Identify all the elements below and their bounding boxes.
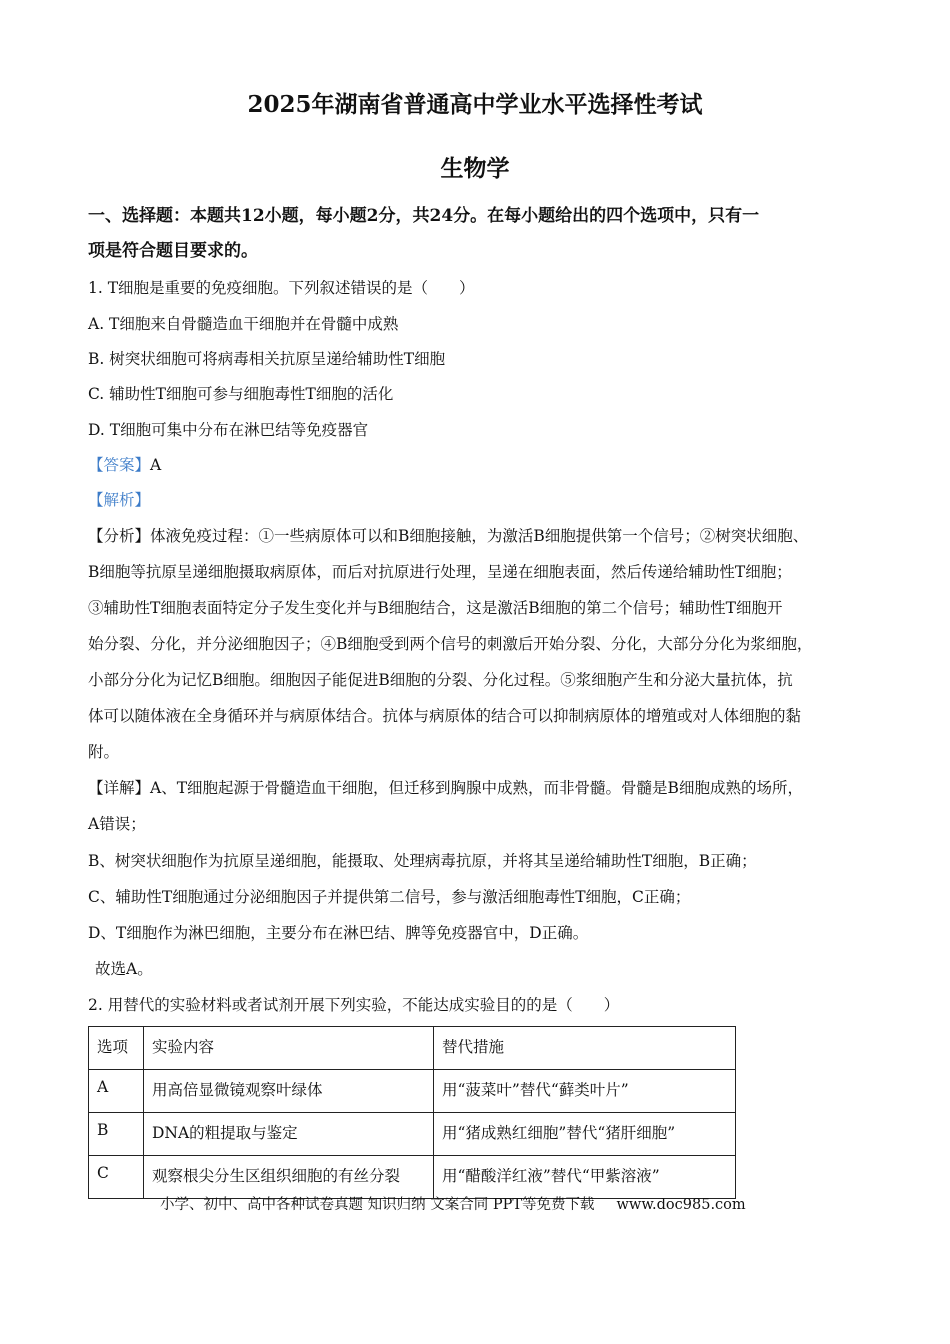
table-cell: 观察根尖分生区组织细胞的有丝分裂 <box>144 1156 434 1199</box>
xiangjie-label: 【详解】 <box>88 779 151 797</box>
header-cell: 选项 <box>89 1027 144 1070</box>
q1-stem: 1. T细胞是重要的免疫细胞。下列叙述错误的是（ ） <box>88 279 475 297</box>
analysis-label: 【解析】 <box>88 491 151 509</box>
table-row <box>89 1113 736 1156</box>
fenxi-text: 体液免疫过程：①一些病原体可以和B细胞接触，为激活B细胞提供第一个信号；②树突状细胞、 <box>150 527 809 545</box>
fenxi-line: 附。 <box>88 743 120 761</box>
q1-option-d: D. T细胞可集中分布在淋巴结等免疫器官 <box>88 421 369 439</box>
header-cell: 实验内容 <box>144 1027 434 1070</box>
table-cell: B <box>89 1113 144 1156</box>
subject-title: 生物学 <box>440 155 510 182</box>
xiangjie-line: D、T细胞作为淋巴细胞，主要分布在淋巴结、脾等免疫器官中，D正确。 <box>88 924 589 942</box>
table-cell: 用高倍显微镜观察叶绿体 <box>144 1070 434 1113</box>
q2-options-table <box>88 1026 736 1199</box>
answer-value: A <box>150 456 162 474</box>
xiangjie-conclusion: 故选A。 <box>95 960 153 978</box>
fenxi-line: 小部分分化为记忆B细胞。细胞因子能促进B细胞的分裂、分化过程。⑤浆细胞产生和分泌大量抗体，抗 <box>88 671 793 689</box>
table-cell: 用“醋酸洋红液”替代“甲紫溶液” <box>434 1156 736 1199</box>
footer-text: 小学、初中、高中各种试卷真题 知识归纳 文案合同 PPT等免费下载 <box>160 1197 595 1213</box>
q2-stem: 2. 用替代的实验材料或者试剂开展下列实验，不能达成实验目的的是（ ） <box>88 996 620 1014</box>
xiangjie-text: A、T细胞起源于骨髓造血干细胞，但迁移到胸腺中成熟，而非骨髓。骨髓是B细胞成熟的场所， <box>150 779 803 797</box>
header-cell: 替代措施 <box>434 1027 736 1070</box>
table-cell: DNA的粗提取与鉴定 <box>144 1113 434 1156</box>
fenxi-line: 体可以随体液在全身循环并与病原体结合。抗体与病原体的结合可以抑制病原体的增殖或对人体细胞的黏 <box>88 707 802 725</box>
xiangjie-line <box>88 777 803 799</box>
exam-title: 2025年湖南省普通高中学业水平选择性考试 <box>247 91 703 118</box>
section-heading-line2: 项是符合题目要求的。 <box>88 241 258 261</box>
section-heading-line1: 一、选择题：本题共12小题，每小题2分，共24分。在每小题给出的四个选项中，只有一 <box>88 206 760 226</box>
table-cell: 用“菠菜叶”替代“藓类叶片” <box>434 1070 736 1113</box>
answer-label: 【答案】 <box>88 456 151 474</box>
fenxi-line: B细胞等抗原呈递细胞摄取病原体，而后对抗原进行处理，呈递在细胞表面，然后传递给辅助性T细胞； <box>88 563 792 581</box>
footer <box>160 1193 746 1214</box>
q1-option-b: B. 树突状细胞可将病毒相关抗原呈递给辅助性T细胞 <box>88 350 446 368</box>
fenxi-label: 【分析】 <box>88 527 151 545</box>
q1-option-a: A. T细胞来自骨髓造血干细胞并在骨髓中成熟 <box>88 315 399 333</box>
q1-option-c: C. 辅助性T细胞可参与细胞毒性T细胞的活化 <box>88 385 394 403</box>
xiangjie-line: B、树突状细胞作为抗原呈递细胞，能摄取、处理病毒抗原，并将其呈递给辅助性T细胞，B正确； <box>88 852 757 870</box>
table-header-row <box>89 1027 736 1070</box>
fenxi-line: 始分裂、分化，并分泌细胞因子；④B细胞受到两个信号的刺激后开始分裂、分化，大部分分化为浆细胞， <box>88 635 813 653</box>
table-cell: C <box>89 1156 144 1199</box>
footer-url[interactable]: www.doc985.com <box>616 1197 746 1213</box>
xiangjie-line: A错误； <box>88 815 146 833</box>
table-cell: A <box>89 1070 144 1113</box>
fenxi-line <box>88 525 808 547</box>
table-row <box>89 1070 736 1113</box>
fenxi-line: ③辅助性T细胞表面特定分子发生变化并与B细胞结合，这是激活B细胞的第二个信号；辅助性T细胞开 <box>88 599 783 617</box>
q1-answer <box>88 454 161 476</box>
table-cell: 用“猪成熟红细胞”替代“猪肝细胞” <box>434 1113 736 1156</box>
xiangjie-line: C、辅助性T细胞通过分泌细胞因子并提供第二信号，参与激活细胞毒性T细胞，C正确； <box>88 888 691 906</box>
